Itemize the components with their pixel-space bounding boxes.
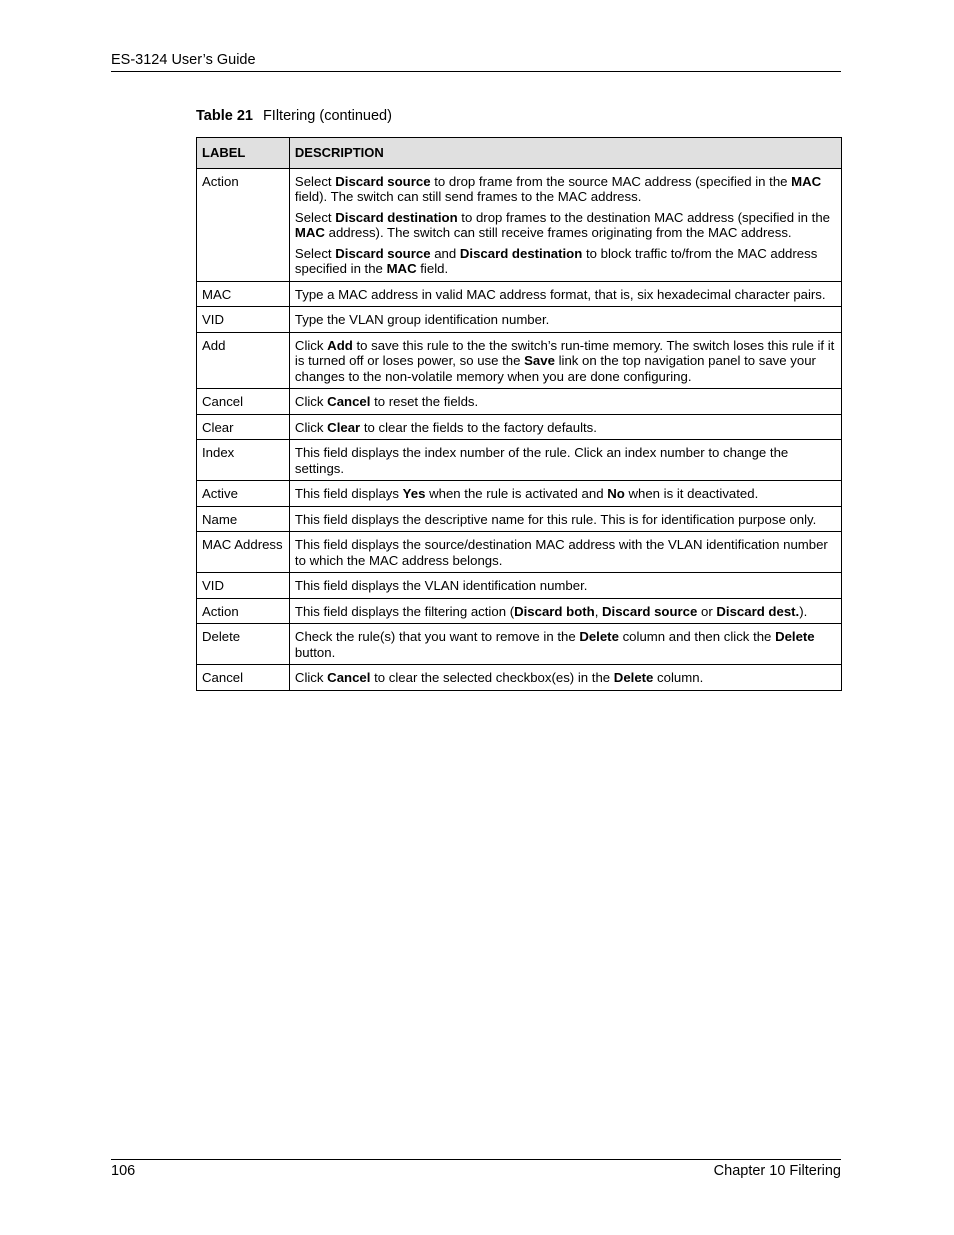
row-description: [289, 481, 841, 507]
table-header-row: [197, 138, 842, 169]
document-title: ES-3124 User’s Guide: [111, 52, 256, 68]
text-run: button.: [294, 644, 336, 660]
text-run: Click: [294, 419, 328, 435]
description-paragraph: [295, 287, 836, 303]
bold-term: Delete: [613, 670, 654, 685]
description-paragraph: [295, 445, 836, 476]
row-description: [289, 307, 841, 333]
table-title: FIltering (continued): [262, 108, 392, 124]
row-label: Active: [197, 481, 290, 507]
table-body: [197, 168, 842, 690]
table-row: [197, 414, 842, 440]
bold-term: Cancel: [327, 670, 371, 685]
text-run: to reset the fields.: [370, 394, 479, 409]
bold-term: Save: [524, 353, 555, 368]
description-paragraph: [295, 312, 836, 328]
table-row: [197, 573, 842, 599]
description-paragraph: [295, 210, 836, 241]
table-row: [197, 389, 842, 415]
text-run: Type the VLAN group identification number.: [294, 312, 550, 327]
row-label: VID: [197, 573, 290, 599]
text-run: Select: [294, 245, 336, 261]
row-label: Action: [197, 168, 290, 281]
column-header-description: DESCRIPTION: [289, 138, 841, 169]
table-row: [197, 665, 842, 691]
text-run: to drop frames to the destination MAC address (specified in the: [457, 209, 831, 225]
row-description: [289, 506, 841, 532]
filtering-table: [196, 137, 842, 691]
description-paragraph: [295, 338, 836, 385]
table-row: [197, 332, 842, 389]
bold-term: Delete: [775, 629, 815, 644]
table-row: [197, 506, 842, 532]
description-paragraph: [295, 394, 836, 410]
row-description: [289, 573, 841, 599]
table-row: [197, 624, 842, 665]
text-run: Select: [294, 209, 336, 225]
bold-term: No: [607, 486, 625, 501]
bold-term: Clear: [327, 419, 361, 435]
text-run: Click: [294, 670, 328, 685]
text-run: to save this rule to the the switch’s run-time memory. The switch loses this rule if it is turned off or loses power, so use the: [294, 337, 835, 368]
description-paragraph: [295, 629, 836, 660]
row-description: [289, 389, 841, 415]
text-run: link on the top navigation panel to save your changes to the non-volatile memory when you are done configuring.: [294, 353, 816, 384]
bold-term: Discard both: [514, 603, 595, 619]
description-paragraph: [295, 604, 836, 620]
page-footer: [111, 1159, 841, 1179]
description-paragraph: [295, 670, 836, 686]
bold-term: MAC: [386, 261, 417, 276]
row-description: [289, 440, 841, 481]
bold-term: Delete: [579, 629, 619, 644]
text-run: Click: [294, 337, 328, 353]
description-paragraph: [295, 537, 836, 568]
description-paragraph: [295, 486, 836, 502]
bold-term: Yes: [402, 486, 426, 501]
page-header: [111, 52, 841, 72]
text-run: Select: [294, 173, 336, 189]
row-label: Cancel: [197, 389, 290, 415]
text-run: This field displays the descriptive name for this rule. This is for identification purpose only.: [294, 511, 817, 527]
text-run: This field displays the VLAN identification number.: [294, 578, 588, 593]
bold-term: Add: [327, 337, 353, 353]
row-label: MAC Address: [197, 532, 290, 573]
text-run: to block traffic to/from the MAC address specified in the: [294, 245, 818, 276]
column-header-label: LABEL: [197, 138, 290, 169]
chapter-title: Chapter 10 Filtering: [713, 1163, 841, 1179]
row-description: [289, 532, 841, 573]
bold-term: Discard dest.: [716, 603, 800, 619]
row-label: Index: [197, 440, 290, 481]
text-run: address). The switch can still receive frames originating from the MAC address.: [324, 225, 792, 240]
row-label: Cancel: [197, 665, 290, 691]
text-run: to drop frame from the source MAC address (specified in the: [430, 173, 792, 189]
description-paragraph: [295, 174, 836, 205]
table-row: [197, 598, 842, 624]
row-description: [289, 598, 841, 624]
bold-term: Discard destination: [335, 209, 458, 225]
description-paragraph: [295, 512, 836, 528]
text-run: and: [430, 245, 460, 261]
text-run: when the rule is activated and: [425, 486, 608, 501]
text-run: to clear the selected checkbox(es) in the: [370, 670, 614, 685]
row-label: VID: [197, 307, 290, 333]
table-caption: [196, 108, 392, 124]
text-run: Click: [294, 394, 328, 409]
text-run: This field displays: [294, 486, 403, 501]
bold-term: MAC: [791, 173, 822, 189]
text-run: column and then click the: [618, 629, 776, 644]
row-label: MAC: [197, 281, 290, 307]
description-paragraph: [295, 246, 836, 277]
row-label: Add: [197, 332, 290, 389]
text-run: This field displays the index number of the rule. Click an index number to change the settings.: [294, 445, 789, 476]
text-run: field.: [416, 261, 449, 276]
table-row: [197, 281, 842, 307]
row-description: [289, 281, 841, 307]
bold-term: Discard source: [335, 245, 431, 261]
table-row: [197, 481, 842, 507]
row-description: [289, 624, 841, 665]
text-run: This field displays the filtering action (: [294, 603, 515, 619]
table-row: [197, 440, 842, 481]
text-run: Type a MAC address in valid MAC address format, that is, six hexadecimal character pairs.: [294, 286, 826, 302]
row-label: Delete: [197, 624, 290, 665]
description-paragraph: [295, 420, 836, 436]
text-run: to clear the fields to the factory defaults.: [360, 419, 597, 435]
text-run: ,: [594, 603, 603, 619]
row-description: [289, 414, 841, 440]
table-number: Table 21: [196, 108, 253, 124]
row-label: Name: [197, 506, 290, 532]
text-run: This field displays the source/destination MAC address with the VLAN identification number to which the MAC address belongs.: [294, 537, 828, 568]
row-label: Clear: [197, 414, 290, 440]
row-description: [289, 665, 841, 691]
row-description: [289, 168, 841, 281]
bold-term: Cancel: [327, 394, 371, 409]
row-label: Action: [197, 598, 290, 624]
row-description: [289, 332, 841, 389]
description-paragraph: [295, 578, 836, 594]
text-run: ).: [799, 603, 808, 619]
table-row: [197, 168, 842, 281]
text-run: when is it deactivated.: [624, 486, 759, 501]
page-number: 106: [111, 1163, 136, 1179]
table-row: [197, 307, 842, 333]
bold-term: Discard source: [335, 173, 431, 189]
bold-term: Discard source: [602, 603, 698, 619]
text-run: column.: [653, 670, 704, 685]
bold-term: Discard destination: [459, 245, 583, 261]
text-run: Check the rule(s) that you want to remove in the: [294, 629, 580, 644]
table-row: [197, 532, 842, 573]
text-run: field). The switch can still send frames to the MAC address.: [294, 189, 642, 204]
bold-term: MAC: [294, 225, 325, 240]
text-run: or: [697, 603, 717, 619]
